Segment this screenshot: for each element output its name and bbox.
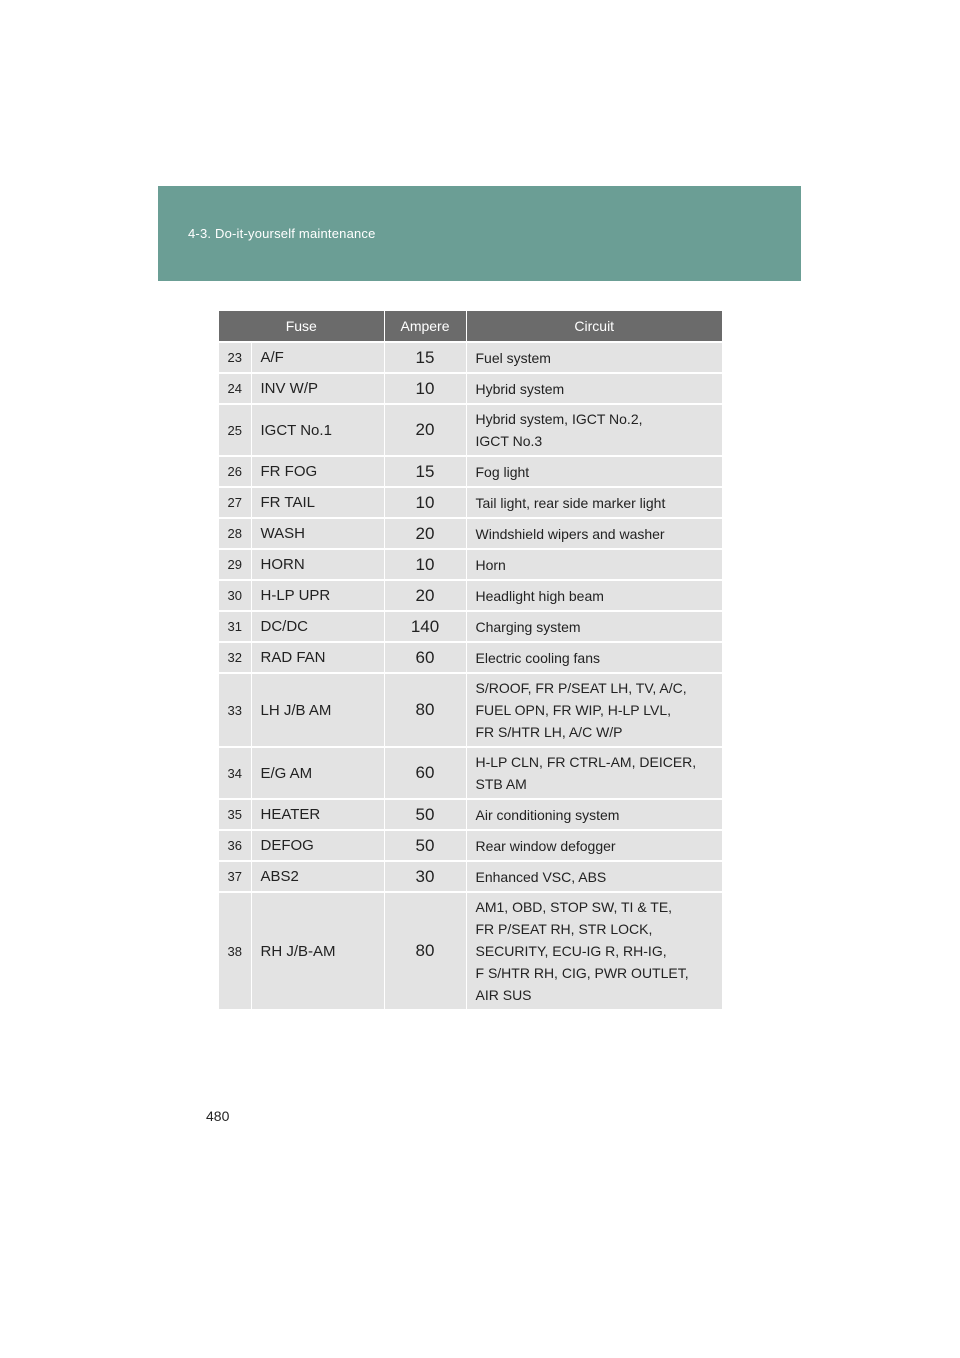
fuse-ampere: 10: [384, 373, 466, 404]
table-row: [219, 892, 722, 1009]
fuse-table-body: [219, 342, 722, 1009]
fuse-ampere: 20: [384, 404, 466, 456]
table-row: [219, 673, 722, 747]
fuse-name: ABS2: [251, 861, 384, 892]
fuse-circuit: Fog light: [466, 456, 722, 487]
fuse-name: RAD FAN: [251, 642, 384, 673]
fuse-name: DEFOG: [251, 830, 384, 861]
fuse-circuit: Horn: [466, 549, 722, 580]
table-row: [219, 799, 722, 830]
fuse-ampere: 10: [384, 549, 466, 580]
fuse-circuit: Enhanced VSC, ABS: [466, 861, 722, 892]
fuse-number: 36: [219, 830, 251, 861]
fuse-name: H-LP UPR: [251, 580, 384, 611]
table-row: [219, 830, 722, 861]
table-row: [219, 456, 722, 487]
fuse-circuit: Charging system: [466, 611, 722, 642]
table-row: [219, 342, 722, 373]
fuse-number: 26: [219, 456, 251, 487]
fuse-circuit: Headlight high beam: [466, 580, 722, 611]
fuse-circuit: Electric cooling fans: [466, 642, 722, 673]
table-row: [219, 549, 722, 580]
fuse-table: [219, 311, 722, 1009]
fuse-number: 24: [219, 373, 251, 404]
fuse-number: 35: [219, 799, 251, 830]
section-header-band: [158, 186, 801, 281]
fuse-number: 37: [219, 861, 251, 892]
fuse-circuit: Hybrid system, IGCT No.2, IGCT No.3: [466, 404, 722, 456]
fuse-circuit: Fuel system: [466, 342, 722, 373]
page-number: 480: [206, 1108, 230, 1124]
fuse-number: 23: [219, 342, 251, 373]
fuse-number: 25: [219, 404, 251, 456]
fuse-circuit: Rear window defogger: [466, 830, 722, 861]
table-row: [219, 487, 722, 518]
fuse-number: 33: [219, 673, 251, 747]
fuse-circuit: AM1, OBD, STOP SW, TI & TE, FR P/SEAT RH, STR LOCK, SECURITY, ECU-IG R, RH-IG, F S/HTR RH, CIG, PWR OUTLET, AIR SUS: [466, 892, 722, 1009]
fuse-number: 28: [219, 518, 251, 549]
fuse-ampere: 15: [384, 342, 466, 373]
fuse-circuit: Windshield wipers and washer: [466, 518, 722, 549]
fuse-ampere: 60: [384, 747, 466, 799]
fuse-name: LH J/B AM: [251, 673, 384, 747]
fuse-circuit: H-LP CLN, FR CTRL-AM, DEICER, STB AM: [466, 747, 722, 799]
fuse-name: DC/DC: [251, 611, 384, 642]
table-row: [219, 404, 722, 456]
fuse-circuit: S/ROOF, FR P/SEAT LH, TV, A/C, FUEL OPN, FR WIP, H-LP LVL, FR S/HTR LH, A/C W/P: [466, 673, 722, 747]
fuse-name: WASH: [251, 518, 384, 549]
fuse-ampere: 60: [384, 642, 466, 673]
fuse-ampere: 50: [384, 799, 466, 830]
fuse-name: HEATER: [251, 799, 384, 830]
fuse-ampere: 80: [384, 892, 466, 1009]
fuse-number: 30: [219, 580, 251, 611]
fuse-circuit: Tail light, rear side marker light: [466, 487, 722, 518]
fuse-ampere: 10: [384, 487, 466, 518]
fuse-name: FR FOG: [251, 456, 384, 487]
fuse-ampere: 20: [384, 580, 466, 611]
fuse-name: HORN: [251, 549, 384, 580]
table-row: [219, 373, 722, 404]
section-title: 4-3. Do-it-yourself maintenance: [188, 226, 376, 241]
fuse-circuit: Hybrid system: [466, 373, 722, 404]
column-header-ampere: Ampere: [384, 311, 466, 342]
fuse-name: RH J/B-AM: [251, 892, 384, 1009]
fuse-name: FR TAIL: [251, 487, 384, 518]
fuse-ampere: 140: [384, 611, 466, 642]
fuse-ampere: 20: [384, 518, 466, 549]
fuse-ampere: 15: [384, 456, 466, 487]
fuse-number: 32: [219, 642, 251, 673]
fuse-name: E/G AM: [251, 747, 384, 799]
table-row: [219, 747, 722, 799]
table-row: [219, 861, 722, 892]
fuse-number: 38: [219, 892, 251, 1009]
fuse-number: 29: [219, 549, 251, 580]
fuse-circuit: Air conditioning system: [466, 799, 722, 830]
fuse-number: 31: [219, 611, 251, 642]
fuse-name: IGCT No.1: [251, 404, 384, 456]
column-header-fuse: Fuse: [219, 311, 384, 342]
fuse-name: INV W/P: [251, 373, 384, 404]
fuse-ampere: 30: [384, 861, 466, 892]
fuse-ampere: 80: [384, 673, 466, 747]
table-row: [219, 518, 722, 549]
table-row: [219, 580, 722, 611]
fuse-number: 27: [219, 487, 251, 518]
table-row: [219, 642, 722, 673]
table-header-row: [219, 311, 722, 342]
fuse-number: 34: [219, 747, 251, 799]
fuse-ampere: 50: [384, 830, 466, 861]
fuse-name: A/F: [251, 342, 384, 373]
column-header-circuit: Circuit: [466, 311, 722, 342]
table-row: [219, 611, 722, 642]
